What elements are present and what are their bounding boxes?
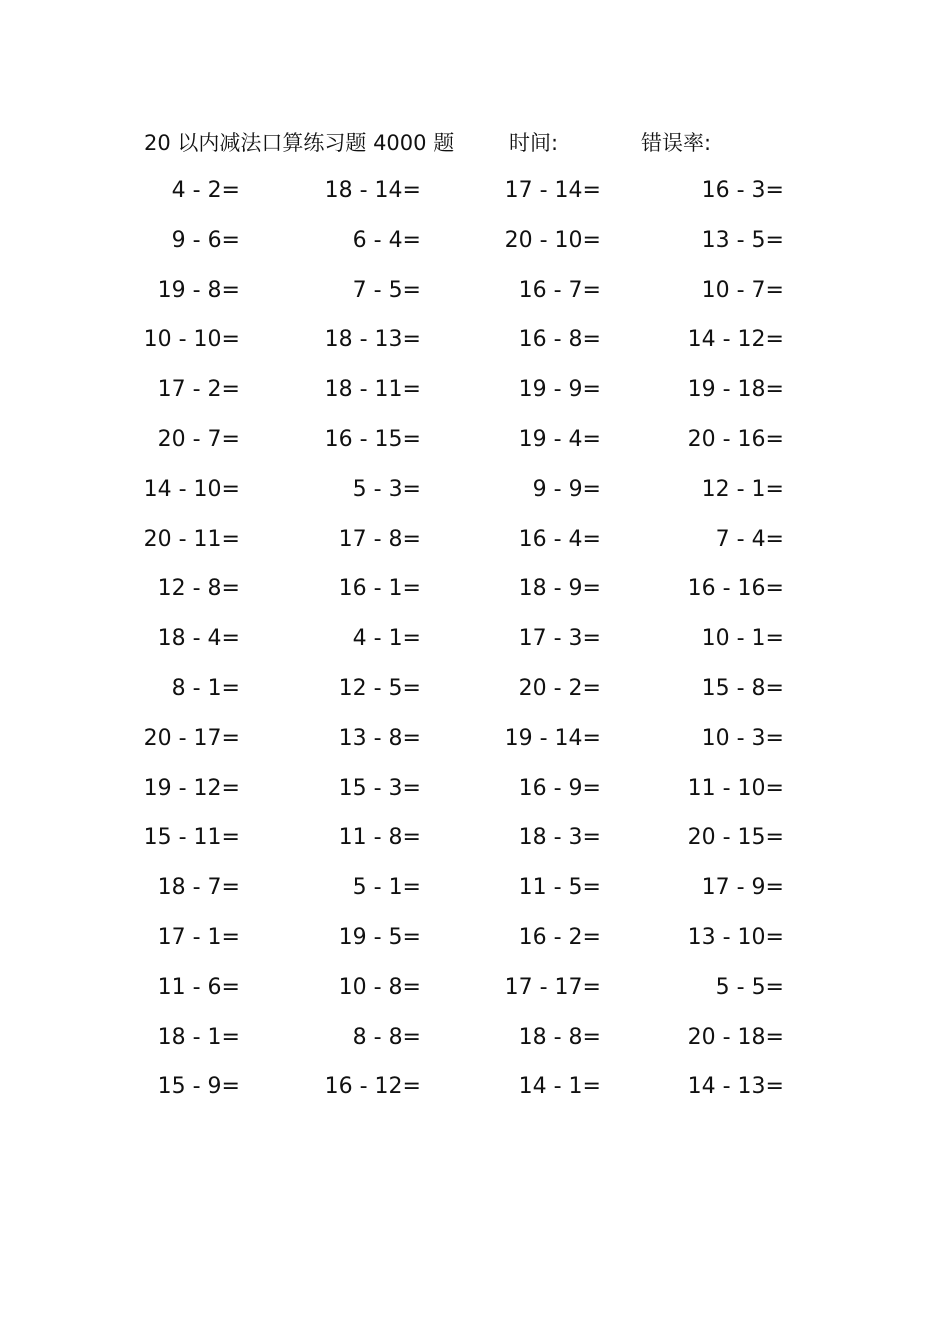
worksheet-title: 20 以内减法口算练习题 4000 题 [144,131,455,155]
problem-cell: 20 - 17= [143,725,240,751]
error-rate-label: 错误率: [641,131,712,155]
problem-cell: 7 - 5= [352,277,421,303]
problem-cell: 19 - 9= [518,377,601,403]
problem-cell: 18 - 9= [518,576,601,602]
problem-cell: 15 - 11= [143,825,240,851]
problem-cell: 12 - 5= [338,675,421,701]
problem-row [0,469,950,519]
problem-cell: 5 - 1= [352,875,421,901]
problem-row [0,967,950,1017]
problem-cell: 20 - 15= [687,825,784,851]
problem-row [0,1066,950,1116]
problem-cell: 7 - 4= [715,526,784,552]
problem-row [0,867,950,917]
problem-cell: 10 - 3= [701,725,784,751]
problem-row [0,369,950,419]
problem-cell: 17 - 3= [518,626,601,652]
problem-row [0,319,950,369]
problem-cell: 15 - 3= [338,775,421,801]
problem-cell: 16 - 4= [518,526,601,552]
problem-cell: 20 - 18= [687,1024,784,1050]
problem-cell: 11 - 5= [518,875,601,901]
problem-cell: 16 - 1= [338,576,421,602]
problem-row [0,817,950,867]
problem-cell: 16 - 2= [518,924,601,950]
problem-cell: 20 - 7= [157,426,240,452]
problem-cell: 10 - 8= [338,974,421,1000]
problem-cell: 19 - 4= [518,426,601,452]
problem-cell: 9 - 6= [171,227,240,253]
problem-cell: 11 - 10= [687,775,784,801]
problem-cell: 18 - 1= [157,1024,240,1050]
problem-cell: 9 - 9= [532,476,601,502]
problem-cell: 11 - 6= [157,974,240,1000]
problem-cell: 14 - 1= [518,1074,601,1100]
problem-cell: 20 - 2= [518,675,601,701]
problem-cell: 14 - 10= [143,476,240,502]
problem-row [0,170,950,220]
problem-row [0,917,950,967]
problem-cell: 4 - 2= [171,178,240,203]
problem-cell: 10 - 10= [143,327,240,353]
problem-row [0,519,950,569]
problem-cell: 17 - 1= [157,924,240,950]
problem-cell: 5 - 5= [715,974,784,1000]
problem-cell: 14 - 12= [687,327,784,353]
problem-cell: 16 - 3= [701,178,784,203]
problem-cell: 18 - 13= [324,327,421,353]
problem-cell: 12 - 8= [157,576,240,602]
problem-cell: 11 - 8= [338,825,421,851]
problem-cell: 10 - 7= [701,277,784,303]
problem-cell: 13 - 8= [338,725,421,751]
problem-cell: 16 - 12= [324,1074,421,1100]
problem-cell: 16 - 9= [518,775,601,801]
problem-cell: 18 - 11= [324,377,421,403]
problem-grid [0,170,950,1116]
problem-cell: 12 - 1= [701,476,784,502]
problem-cell: 19 - 12= [143,775,240,801]
problem-cell: 17 - 2= [157,377,240,403]
problem-cell: 20 - 16= [687,426,784,452]
problem-cell: 16 - 7= [518,277,601,303]
problem-row [0,1017,950,1067]
problem-cell: 5 - 3= [352,476,421,502]
problem-cell: 17 - 9= [701,875,784,901]
problem-cell: 20 - 11= [143,526,240,552]
problem-cell: 19 - 18= [687,377,784,403]
problem-row [0,568,950,618]
problem-cell: 18 - 14= [324,178,421,203]
problem-row [0,220,950,270]
time-label: 时间: [509,131,559,155]
problem-cell: 17 - 8= [338,526,421,552]
problem-cell: 18 - 7= [157,875,240,901]
problem-cell: 19 - 8= [157,277,240,303]
problem-cell: 4 - 1= [352,626,421,652]
problem-cell: 20 - 10= [504,227,601,253]
problem-cell: 18 - 4= [157,626,240,652]
problem-cell: 17 - 17= [504,974,601,1000]
problem-cell: 18 - 8= [518,1024,601,1050]
problem-cell: 15 - 8= [701,675,784,701]
problem-cell: 13 - 5= [701,227,784,253]
problem-row [0,768,950,818]
problem-cell: 16 - 15= [324,426,421,452]
problem-cell: 15 - 9= [157,1074,240,1100]
problem-cell: 6 - 4= [352,227,421,253]
problem-cell: 18 - 3= [518,825,601,851]
problem-cell: 17 - 14= [504,178,601,203]
problem-cell: 19 - 14= [504,725,601,751]
problem-row [0,419,950,469]
problem-cell: 19 - 5= [338,924,421,950]
problem-cell: 13 - 10= [687,924,784,950]
problem-row [0,668,950,718]
worksheet-header [0,126,950,160]
problem-cell: 16 - 8= [518,327,601,353]
problem-row [0,618,950,668]
problem-cell: 14 - 13= [687,1074,784,1100]
problem-cell: 8 - 8= [352,1024,421,1050]
problem-row [0,270,950,320]
problem-cell: 8 - 1= [171,675,240,701]
problem-cell: 10 - 1= [701,626,784,652]
problem-cell: 16 - 16= [687,576,784,602]
problem-row [0,718,950,768]
